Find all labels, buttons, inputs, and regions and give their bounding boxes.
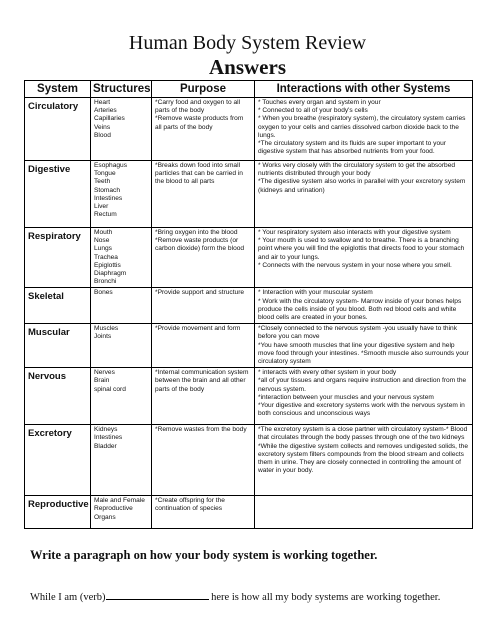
interactions-cell-line: * Connected to all of your body's cells: [258, 107, 368, 115]
purpose-cell-line: *Remove waste products (or carbon dioxide) form the blood: [155, 237, 245, 253]
structures-cell-line: Arteries: [94, 107, 117, 115]
interactions-cell-line: *all of your tissues and organs require instruction and direction from the nervous system.: [258, 377, 467, 393]
interactions-cell: [255, 324, 473, 368]
structures-cell-line: Joints: [94, 333, 112, 341]
fill-in-sentence: [30, 589, 470, 603]
structures-cell: [91, 161, 152, 228]
interactions-cell-line: * Your respiratory system also interacts with your digestive system: [258, 229, 451, 236]
table-body: [25, 98, 473, 529]
structures-cell-line: Nose: [94, 237, 110, 245]
structures-cell-line: Intestines: [94, 434, 123, 442]
interactions-cell: [255, 98, 473, 161]
table-row: [25, 496, 473, 529]
system-cell: Muscular: [25, 324, 91, 368]
table-row: [25, 288, 473, 324]
header-structures: Structures: [91, 81, 152, 98]
system-cell: Reproductive: [25, 496, 91, 529]
structures-cell-line: Capillaries: [94, 115, 125, 123]
fill-in-before: While I am (verb): [30, 592, 106, 603]
structures-cell-line: Diaphragm: [94, 270, 127, 278]
table-row: [25, 425, 473, 496]
interactions-cell-line: *The circulatory system and its fluids are super important to your digestive system that has absorbed nutrients from your food.: [258, 140, 446, 156]
interactions-cell-line: *You have smooth muscles that line your digestive system and help move food through your intestines. *Smooth muscle also surrounds your circulatory system: [258, 341, 469, 366]
structures-cell-line: Brain: [94, 377, 110, 385]
purpose-cell-line: *Internal communication system between the brain and all other parts of the body: [155, 369, 249, 393]
interactions-cell-line: * Interaction with your muscular system: [258, 289, 373, 297]
structures-cell-line: Kidneys: [94, 426, 118, 434]
page-title: Human Body System Review: [128, 32, 367, 54]
structures-cell-line: Heart: [94, 99, 111, 106]
structures-cell-line: Trachea: [94, 253, 118, 261]
structures-cell-line: Bronchi: [94, 278, 117, 286]
purpose-cell: [152, 288, 255, 324]
system-cell: Respiratory: [25, 228, 91, 288]
purpose-cell-line: *Remove wastes from the body: [155, 426, 247, 434]
table-row: [25, 324, 473, 368]
system-cell: Excretory: [25, 425, 91, 496]
table-row: [25, 161, 473, 228]
interactions-cell-line: * Connects with the nervous system in your nose where you smell.: [258, 261, 452, 269]
structures-cell-line: Intestines: [94, 194, 123, 202]
system-cell: Nervous: [25, 368, 91, 425]
purpose-cell: [152, 324, 255, 368]
table-row: [25, 98, 473, 161]
interactions-cell: [255, 161, 473, 228]
structures-cell-line: Tongue: [94, 170, 116, 178]
header-interactions: Interactions with other Systems: [255, 81, 473, 98]
interactions-cell-line: *Your digestive and excretory systems work with the nervous system in both conscious and unconscious ways: [258, 402, 465, 418]
purpose-cell: [152, 496, 255, 529]
purpose-cell: [152, 98, 255, 161]
header-system: System: [25, 81, 91, 98]
writing-prompt: Write a paragraph on how your body system is working together.: [30, 548, 378, 562]
interactions-cell: [255, 228, 473, 288]
structures-cell-line: Lungs: [94, 245, 112, 253]
structures-cell: [91, 496, 152, 529]
purpose-cell-line: *Provide movement and form: [155, 325, 241, 333]
review-table: [24, 80, 473, 529]
table-row: [25, 368, 473, 425]
page-subtitle: Answers: [209, 55, 286, 79]
purpose-cell: [152, 425, 255, 496]
interactions-cell-line: * Works very closely with the circulatory system to get the absorbed nutrients distributed through your body: [258, 162, 456, 178]
interactions-cell-line: * interacts with every other system in your body: [258, 369, 397, 377]
purpose-cell-line: *Breaks down food into small particles that can be carried in the blood to all parts: [155, 162, 243, 186]
structures-cell-line: Reproductive: [94, 505, 133, 513]
interactions-cell-line: * Your mouth is used to swallow and to breathe. There is a branching point where you will find the epiglottis that directs food to your stomach and air to your lungs.: [258, 237, 465, 261]
interactions-cell-line: *While the digestive system collects and removes undigested solids, the excretory system filters compounds from the blood stream and collects them in urine. They are closely connected in controlling the amount of water in your body.: [258, 442, 469, 475]
structures-cell-line: spinal cord: [94, 385, 126, 393]
structures-cell-line: Nerves: [94, 369, 115, 377]
structures-cell-line: Male and Female: [94, 497, 145, 505]
purpose-cell-line: *Bring oxygen into the blood: [155, 229, 238, 236]
structures-cell: [91, 324, 152, 368]
structures-cell: [91, 425, 152, 496]
structures-cell-line: Epiglottis: [94, 261, 121, 269]
system-cell: Digestive: [25, 161, 91, 228]
structures-cell-line: Rectum: [94, 211, 117, 219]
interactions-cell: [255, 288, 473, 324]
structures-cell-line: Liver: [94, 203, 109, 211]
structures-cell-line: Teeth: [94, 178, 111, 186]
interactions-cell-line: *Closely connected to the nervous system -you usually have to think before you can move: [258, 325, 458, 341]
purpose-cell-line: *Carry food and oxygen to all parts of the body: [155, 99, 241, 115]
header-purpose: Purpose: [152, 81, 255, 98]
structures-cell-line: Esophagus: [94, 162, 127, 169]
structures-cell: [91, 228, 152, 288]
interactions-cell-line: * Touches every organ and system in your: [258, 99, 381, 106]
structures-cell: [91, 98, 152, 161]
interactions-cell-line: *The excretory system is a close partner with circulatory system-* Blood that circulates through the body passes through one of the two kidneys: [258, 426, 468, 442]
interactions-cell: [255, 496, 473, 529]
interactions-cell-line: * Work with the circulatory system- Marrow inside of your bones helps produce the cells inside of you blood. Both red blood cells and white blood cells are created in your bones.: [258, 297, 462, 322]
structures-cell-line: Bones: [94, 289, 113, 297]
structures-cell-line: Organs: [94, 513, 116, 521]
purpose-cell-line: *Remove waste products from all parts of the body: [155, 115, 244, 131]
interactions-cell-line: *The digestive system also works in parallel with your excretory system (kidneys and urination): [258, 178, 466, 194]
structures-cell-line: Blood: [94, 131, 111, 139]
system-cell: Skeletal: [25, 288, 91, 324]
purpose-cell: [152, 228, 255, 288]
interactions-cell: [255, 425, 473, 496]
purpose-cell: [152, 161, 255, 228]
purpose-cell-line: *Create offspring for the continuation of species: [155, 497, 225, 513]
purpose-cell: [152, 368, 255, 425]
structures-cell-line: Stomach: [94, 186, 121, 194]
interactions-cell: [255, 368, 473, 425]
system-cell: Circulatory: [25, 98, 91, 161]
table-header-row: [25, 81, 473, 98]
structures-cell: [91, 368, 152, 425]
purpose-cell-line: *Provide support and structure: [155, 289, 245, 297]
structures-cell-line: Veins: [94, 123, 111, 131]
structures-cell-line: Mouth: [94, 229, 113, 236]
structures-cell-line: Muscles: [94, 325, 119, 333]
fill-in-after: here is how all my body systems are working together.: [208, 592, 441, 603]
interactions-cell-line: *interaction between your muscles and your nervous system: [258, 393, 434, 401]
structures-cell: [91, 288, 152, 324]
verb-blank[interactable]: [106, 589, 209, 600]
structures-cell-line: Bladder: [94, 442, 117, 450]
interactions-cell-line: * When you breathe (respiratory system), the circulatory system carries oxygen to your cells and carries dissolved carbon dioxide back to the lungs.: [258, 115, 466, 139]
table-row: [25, 228, 473, 288]
